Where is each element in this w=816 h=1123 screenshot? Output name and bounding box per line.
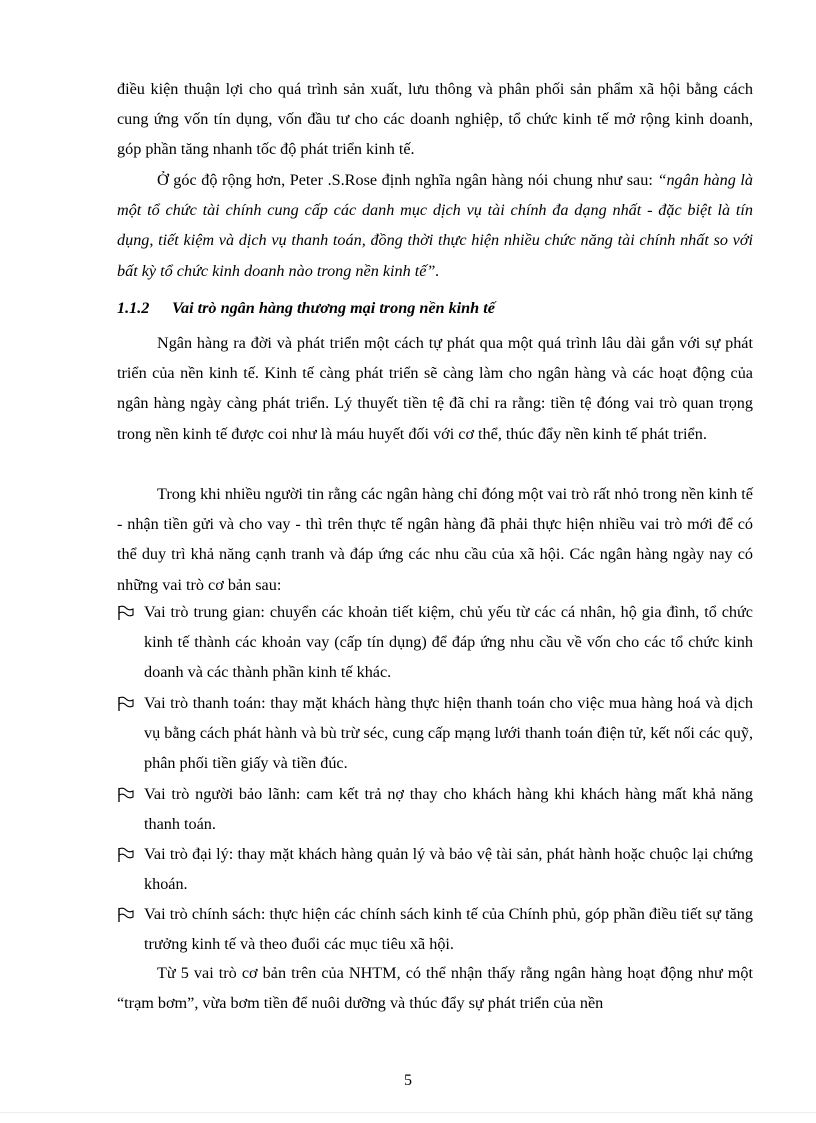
flag-bullet-icon <box>117 907 135 923</box>
paragraph-2-quote: “ngân hàng là một tổ chức tài chính cung cấp các danh mục dịch vụ tài chính đa dạng nhất - đặc biệt là tín dụng, tiết kiệm và dịch vụ thanh toán, đồng thời thực hiện nhiều chức năng tài chính nhất so với bất kỳ tổ chức kinh doanh nào trong nền kinh tế”. <box>117 171 753 280</box>
flag-bullet-icon <box>117 787 135 803</box>
paragraph-3: Ngân hàng ra đời và phát triển một cách tự phát qua một quá trình lâu dài gắn với sự phát triển của nền kinh tế. Kinh tế càng phát triển sẽ càng làm cho ngân hàng và các hoạt động của ngân hàng ngày càng phát triển. Lý thuyết tiền tệ đã chỉ ra rằng: tiền tệ đóng vai trò quan trọng trong nền kinh tế được coi như là máu huyết đối với cơ thể, thúc đẩy nền kinh tế phát triển. <box>117 334 753 443</box>
list-item-text: Vai trò đại lý: thay mặt khách hàng quản lý và bảo vệ tài sản, phát hành hoặc chuộc lại chứng khoán. <box>144 845 753 894</box>
paragraph-1: điều kiện thuận lợi cho quá trình sản xuất, lưu thông và phân phối sản phẩm xã hội bằng cách cung ứng vốn tín dụng, vốn đầu tư cho các doanh nghiệp, tổ chức kinh tế mở rộng kinh doanh, góp phần tăng nhanh tốc độ phát triển kinh tế. <box>117 80 753 159</box>
paragraph-5: Từ 5 vai trò cơ bản trên của NHTM, có thể nhận thấy rằng ngân hàng hoạt động như một “trạm bơm”, vừa bơm tiền để nuôi dưỡng và thúc đẩy sự phát triển của nền <box>117 964 753 1013</box>
section-number: 1.1.2 <box>117 299 150 317</box>
section-title: Vai trò ngân hàng thương mại trong nền kinh tế <box>172 299 495 317</box>
list-item-text: Vai trò trung gian: chuyển các khoản tiết kiệm, chủ yếu từ các cá nhân, hộ gia đình, tổ chức kinh tế thành các khoản vay (cấp tín dụng) để đáp ứng nhu cầu về vốn cho các tổ chức kinh doanh và các thành phần kinh tế khác. <box>144 603 753 682</box>
flag-bullet-icon <box>117 605 135 621</box>
list-item <box>117 779 753 839</box>
list-item-text: Vai trò thanh toán: thay mặt khách hàng thực hiện thanh toán cho việc mua hàng hoá và dịch vụ bằng cách phát hành và bù trừ séc, cung cấp mạng lưới thanh toán điện tử, kết nối các quỹ, phân phối tiền giấy và tiền đúc. <box>144 694 753 773</box>
list-item <box>117 839 753 899</box>
paragraph-2-intro: Ở góc độ rộng hơn, Peter .S.Rose định nghĩa ngân hàng nói chung như sau: <box>157 171 658 189</box>
list-item <box>117 899 753 959</box>
flag-bullet-icon <box>117 847 135 863</box>
page-bottom-divider <box>0 1112 816 1113</box>
section-heading <box>117 293 495 323</box>
list-item-text: Vai trò chính sách: thực hiện các chính sách kinh tế của Chính phủ, góp phần điều tiết sự tăng trưởng kinh tế và theo đuổi các mục tiêu xã hội. <box>144 905 753 954</box>
paragraph-2 <box>117 165 753 286</box>
paragraph-4: Trong khi nhiều người tin rằng các ngân hàng chỉ đóng một vai trò rất nhỏ trong nền kinh tế - nhận tiền gửi và cho vay - thì trên thực tế ngân hàng đã phải thực hiện nhiều vai trò mới để có thể duy trì khả năng cạnh tranh và đáp ứng các nhu cầu của xã hội. Các ngân hàng ngày nay có những vai trò cơ bản sau: <box>117 485 753 594</box>
list-item <box>117 688 753 779</box>
page-number: 5 <box>404 1072 412 1089</box>
list-item <box>117 597 753 688</box>
flag-bullet-icon <box>117 696 135 712</box>
list-item-text: Vai trò người bảo lãnh: cam kết trả nợ thay cho khách hàng khi khách hàng mất khả năng thanh toán. <box>144 785 753 834</box>
